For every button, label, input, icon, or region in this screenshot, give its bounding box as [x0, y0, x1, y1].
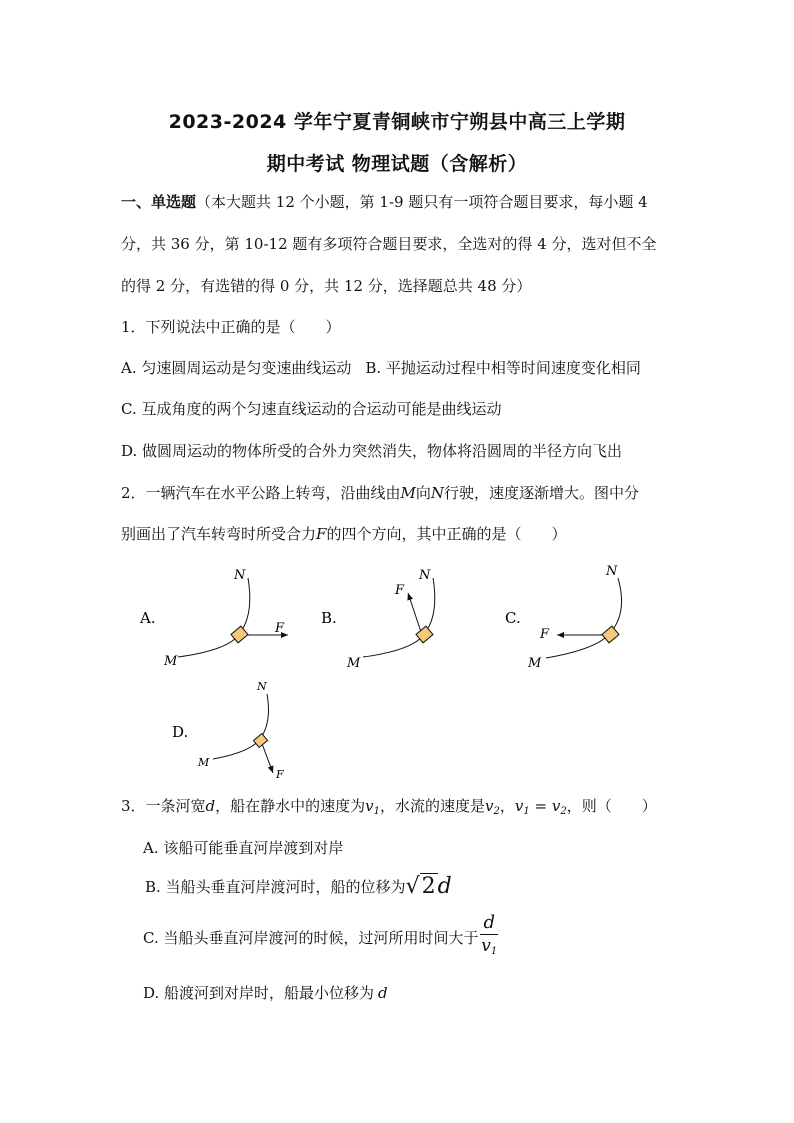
q2-figure-b	[315, 560, 475, 670]
section-desc-3: 的得 2 分，有选错的得 0 分，共 12 分，选择题总共 48 分）	[121, 277, 532, 295]
fig-c-f-label: F	[540, 627, 550, 642]
q3-eq-v1: v	[514, 797, 524, 815]
q3-var-v2: v	[485, 797, 494, 815]
sqrt-expression	[406, 874, 452, 899]
q3-stem-e: ，则（ ）	[566, 797, 657, 815]
section-desc-2: 分，共 36 分，第 10-12 题有多项符合题目要求，全选对的得 4 分，选对但不全	[121, 235, 657, 253]
fraction-numerator: d	[480, 912, 498, 935]
q1-option-c: C. 互成角度的两个匀速直线运动的合运动可能是曲线运动	[121, 400, 502, 418]
sqrt-icon: √	[405, 874, 420, 899]
q3-sub-2b: 2	[560, 806, 567, 817]
q3-stem-a: 3．一条河宽	[121, 797, 206, 815]
q3-eq-v2: v	[551, 797, 561, 815]
q3-option-b	[145, 874, 452, 899]
fig-a-n-label: N	[234, 568, 246, 583]
fraction-d-over-v1	[480, 912, 498, 963]
q3-option-d	[143, 982, 388, 1003]
q2-var-f: F	[316, 525, 327, 543]
title-line-2: 期中考试 物理试题（含解析）	[266, 153, 528, 175]
fraction-denominator-sub: 1	[490, 946, 498, 957]
q1-option-a: A. 匀速圆周运动是匀变速曲线运动	[121, 359, 352, 377]
fig-a-f-label: F	[275, 621, 285, 636]
q2-figure-d	[165, 675, 305, 787]
section-desc-1: （本大题共 12 个小题，第 1-9 题只有一项符合题目要求，每小题 4	[196, 193, 648, 211]
q3-option-b-text: B. 当船头垂直河岸渡河时，船的位移为	[145, 878, 406, 896]
q2-stem-1a: 2．一辆汽车在水平公路上转弯，沿曲线由	[121, 484, 401, 502]
fig-a-m-label: M	[164, 654, 178, 669]
fig-d-f-label: F	[276, 768, 284, 781]
fig-c-car	[602, 626, 619, 643]
fig-a-curve	[178, 578, 250, 657]
fraction-denominator-v: v	[481, 936, 491, 956]
fig-b-force-arrow	[408, 593, 422, 635]
fig-d-car	[253, 734, 267, 748]
q1-stem: 1．下列说法中正确的是（ ）	[121, 318, 341, 336]
fig-d-curve	[213, 694, 268, 759]
fig-d-label: D.	[172, 723, 189, 741]
q1-option-b: B. 平抛运动过程中相等时间速度变化相同	[365, 359, 641, 377]
fig-a-label: A.	[140, 609, 156, 627]
fig-c-curve	[546, 578, 622, 658]
fig-d-force-arrow	[261, 741, 273, 773]
q2-stem-2b: 的四个方向，其中正确的是（ ）	[326, 525, 567, 543]
fig-b-m-label: M	[347, 656, 361, 670]
q1-option-d: D. 做圆周运动的物体所受的合外力突然消失，物体将沿圆周的半径方向飞出	[121, 442, 623, 460]
q2-stem-2a: 别画出了汽车转弯时所受合力	[121, 525, 317, 543]
title-line-1: 2023-2024 学年宁夏青铜峡市宁朔县中高三上学期	[168, 111, 626, 133]
q3-option-d-var: d	[378, 984, 388, 1002]
fig-c-n-label: N	[606, 564, 618, 579]
section-intro	[121, 191, 648, 212]
q2-var-m: M	[400, 484, 416, 502]
q3-option-a: A. 该船可能垂直河岸渡到对岸	[143, 839, 344, 857]
fig-c-m-label: M	[528, 656, 542, 671]
q3-option-c-text: C. 当船头垂直河岸渡河的时候，过河所用时间大于	[143, 929, 479, 947]
fig-b-f-label: F	[395, 583, 405, 598]
fig-d-m-label: M	[198, 756, 210, 769]
q3-var-d: d	[205, 797, 216, 815]
q3-sub-2a: 2	[493, 806, 500, 817]
q3-var-v1: v	[365, 797, 374, 815]
q3-stem-b: ，船在静水中的速度为	[215, 797, 366, 815]
q3-option-d-text: D. 船渡河到对岸时，船最小位移为	[143, 984, 375, 1002]
fig-b-n-label: N	[419, 568, 431, 583]
q2-var-n: N	[430, 484, 445, 502]
q3-option-b-d: d	[437, 874, 452, 899]
q2-figure-c	[500, 555, 650, 675]
q3-stem	[121, 795, 657, 817]
q2-stem-1b: 向	[415, 484, 431, 502]
q2-stem-1c: 行驶，速度逐渐增大。图中分	[444, 484, 640, 502]
q3-sub-1b: 1	[523, 806, 530, 817]
q3-stem-sep: ，	[499, 797, 515, 815]
fig-c-label: C.	[505, 609, 521, 627]
q3-stem-c: ，水流的速度是	[380, 797, 486, 815]
q3-equals: =	[529, 797, 552, 815]
q2-stem-2	[121, 523, 566, 544]
fig-d-n-label: N	[257, 680, 267, 693]
q1-options-ab	[121, 357, 641, 378]
section-label: 一、单选题	[121, 193, 197, 211]
q2-stem-1	[121, 482, 639, 503]
sqrt-radicand: 2	[421, 874, 436, 899]
q3-option-c	[143, 912, 498, 963]
q2-figure-a	[130, 560, 300, 670]
fig-b-label: B.	[321, 609, 337, 627]
q3-sub-1a: 1	[373, 806, 381, 817]
